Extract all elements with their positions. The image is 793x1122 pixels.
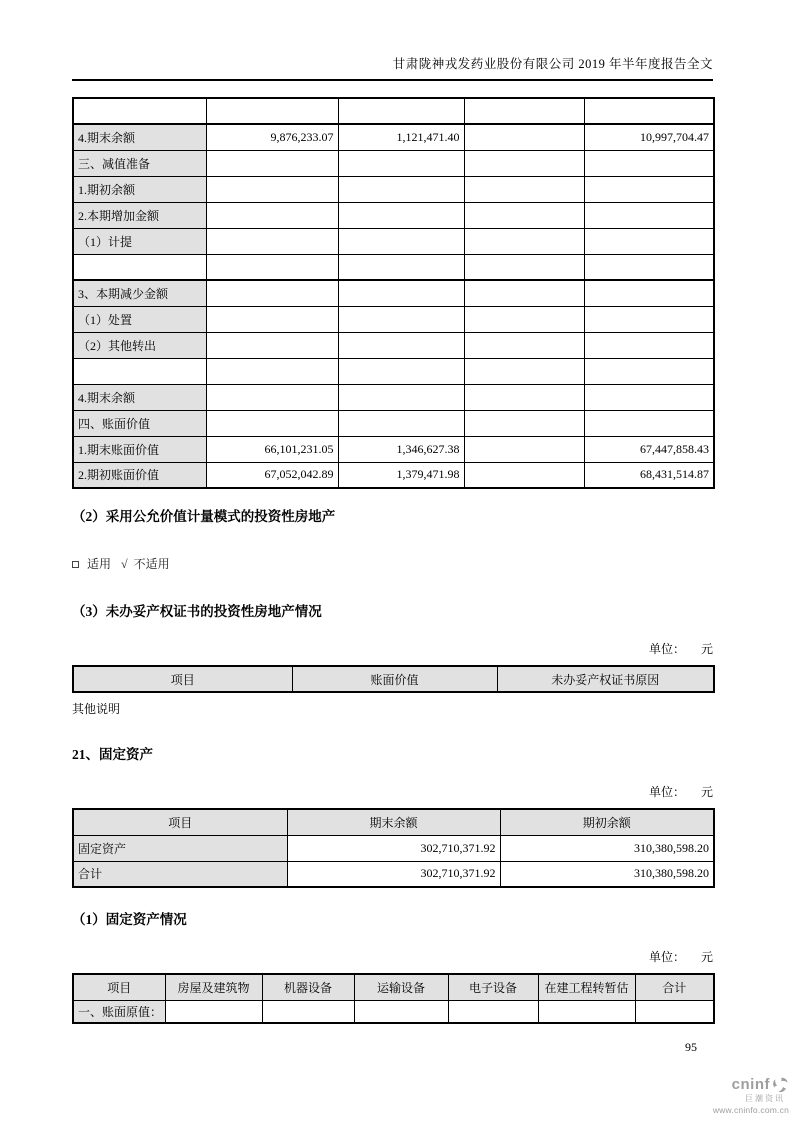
cell-value <box>338 254 464 280</box>
column-header: 电子设备 <box>448 974 538 1000</box>
investment-property-detail-table <box>72 97 715 489</box>
table-row <box>73 462 714 488</box>
cell-value <box>338 384 464 410</box>
section-heading-fixed-assets: 21、固定资产 <box>72 747 153 762</box>
column-header: 运输设备 <box>354 974 448 1000</box>
cell-value <box>584 410 714 436</box>
cell-value <box>206 306 338 332</box>
cell-value <box>464 332 584 358</box>
cell-value <box>464 176 584 202</box>
cell-value: 310,380,598.20 <box>500 835 714 861</box>
cell-value <box>584 202 714 228</box>
section-heading-fair-value-model: （2）采用公允价值计量模式的投资性房地产 <box>72 509 336 524</box>
row-label: 1.期初余额 <box>73 176 206 202</box>
cell-value <box>206 176 338 202</box>
cell-value <box>338 150 464 176</box>
cell-value: 310,380,598.20 <box>500 861 714 887</box>
section-heading-fixed-assets-detail: （1）固定资产情况 <box>72 912 187 927</box>
cell-value <box>338 410 464 436</box>
table-row <box>73 835 714 861</box>
table-row <box>73 358 714 384</box>
row-label: 合计 <box>73 861 287 887</box>
row-label: 2.期初账面价值 <box>73 462 206 488</box>
cell-value <box>464 150 584 176</box>
cell-value: 1,121,471.40 <box>338 124 464 150</box>
header-row <box>73 974 714 1000</box>
row-label <box>73 98 206 124</box>
logo-url: www.cninfo.com.cn <box>712 1105 789 1115</box>
pinwheel-swoosh-icon <box>772 1076 789 1093</box>
cell-value <box>262 1000 354 1023</box>
cell-value <box>206 280 338 306</box>
table-row <box>73 306 714 332</box>
cell-value: 9,876,233.07 <box>206 124 338 150</box>
cell-value <box>635 1000 714 1023</box>
cell-value <box>464 98 584 124</box>
checkbox-unchecked-icon <box>72 561 79 568</box>
column-header: 期末余额 <box>287 809 500 835</box>
header-row <box>73 809 714 835</box>
cell-value <box>206 150 338 176</box>
check-mark: √ <box>121 557 128 571</box>
applicable-label: 适用 <box>87 557 112 571</box>
column-header: 期初余额 <box>500 809 714 835</box>
row-label: 3、本期减少金额 <box>73 280 206 306</box>
table-row <box>73 254 714 280</box>
column-header: 项目 <box>73 974 165 1000</box>
cell-value <box>338 176 464 202</box>
table-row <box>73 280 714 306</box>
fixed-assets-summary-table <box>72 808 715 888</box>
column-header: 项目 <box>73 666 292 692</box>
cell-value <box>206 410 338 436</box>
table-row <box>73 202 714 228</box>
column-header: 未办妥产权证书原因 <box>497 666 714 692</box>
row-label: 一、账面原值： <box>73 1000 165 1023</box>
cell-value <box>538 1000 635 1023</box>
not-applicable-label: 不适用 <box>133 557 170 571</box>
other-note: 其他说明 <box>72 702 121 716</box>
column-header: 机器设备 <box>262 974 354 1000</box>
cell-value: 1,346,627.38 <box>338 436 464 462</box>
table-row <box>73 332 714 358</box>
fixed-assets-detail-table <box>72 973 715 1024</box>
column-header: 项目 <box>73 809 287 835</box>
cell-value <box>338 306 464 332</box>
cell-value <box>584 358 714 384</box>
report-title: 甘肃陇神戎发药业股份有限公司 2019 年半年度报告全文 <box>392 57 713 71</box>
row-label: （1）处置 <box>73 306 206 332</box>
row-label: 固定资产 <box>73 835 287 861</box>
cell-value <box>584 150 714 176</box>
cell-value <box>584 306 714 332</box>
cell-value <box>206 98 338 124</box>
cell-value <box>584 98 714 124</box>
cell-value: 68,431,514.87 <box>584 462 714 488</box>
column-header: 房屋及建筑物 <box>165 974 262 1000</box>
cell-value <box>206 358 338 384</box>
row-label: 1.期末账面价值 <box>73 436 206 462</box>
cninfo-logo <box>705 1076 789 1115</box>
page-header <box>72 0 713 81</box>
cell-value <box>464 410 584 436</box>
column-header: 在建工程转暂估 <box>538 974 635 1000</box>
unit-line-2 <box>72 783 713 800</box>
cell-value: 1,379,471.98 <box>338 462 464 488</box>
cell-value <box>338 228 464 254</box>
row-label: 4.期末余额 <box>73 124 206 150</box>
cell-value <box>464 358 584 384</box>
cell-value <box>354 1000 448 1023</box>
row-label: （2）其他转出 <box>73 332 206 358</box>
cell-value <box>464 280 584 306</box>
unit-label: 单位： <box>648 785 685 799</box>
row-label: 2.本期增加金额 <box>73 202 206 228</box>
logo-brand-text: cninf <box>731 1076 770 1093</box>
cell-value: 67,447,858.43 <box>584 436 714 462</box>
table-row <box>73 98 714 124</box>
unit-label: 单位： <box>648 642 685 656</box>
applicability-line <box>72 555 713 572</box>
row-label <box>73 358 206 384</box>
cell-value <box>464 462 584 488</box>
cell-value <box>584 176 714 202</box>
column-header: 合计 <box>635 974 714 1000</box>
header-row <box>73 666 714 692</box>
cell-value <box>464 384 584 410</box>
cell-value: 66,101,231.05 <box>206 436 338 462</box>
cell-value <box>338 358 464 384</box>
table-row <box>73 384 714 410</box>
cell-value <box>338 332 464 358</box>
row-label <box>73 254 206 280</box>
unit-line-1 <box>72 640 713 657</box>
table-row <box>73 124 714 150</box>
cell-value: 10,997,704.47 <box>584 124 714 150</box>
cell-value <box>206 332 338 358</box>
cell-value <box>464 202 584 228</box>
cell-value <box>464 254 584 280</box>
section-heading-no-certificate: （3）未办妥产权证书的投资性房地产情况 <box>72 604 322 619</box>
table-row <box>73 150 714 176</box>
no-certificate-table <box>72 665 715 693</box>
cell-value <box>165 1000 262 1023</box>
row-label: 4.期末余额 <box>73 384 206 410</box>
table-row <box>73 176 714 202</box>
cell-value <box>464 124 584 150</box>
logo-subtitle: 巨潮资讯 <box>745 1094 785 1103</box>
cell-value <box>464 306 584 332</box>
cell-value <box>584 280 714 306</box>
row-label: （1）计提 <box>73 228 206 254</box>
unit-currency: 元 <box>700 785 713 799</box>
cell-value <box>448 1000 538 1023</box>
cell-value: 67,052,042.89 <box>206 462 338 488</box>
cell-value <box>206 202 338 228</box>
cell-value <box>584 254 714 280</box>
unit-label: 单位： <box>648 950 685 964</box>
cell-value <box>338 202 464 228</box>
cell-value <box>206 228 338 254</box>
cell-value <box>584 332 714 358</box>
table-row <box>73 861 714 887</box>
cell-value <box>338 280 464 306</box>
row-label: 四、账面价值 <box>73 410 206 436</box>
table-row <box>73 228 714 254</box>
cell-value <box>464 436 584 462</box>
cell-value <box>464 228 584 254</box>
cell-value <box>338 98 464 124</box>
cell-value: 302,710,371.92 <box>287 861 500 887</box>
cell-value <box>584 228 714 254</box>
unit-currency: 元 <box>700 950 713 964</box>
cell-value <box>206 384 338 410</box>
table-row <box>73 1000 714 1023</box>
cell-value: 302,710,371.92 <box>287 835 500 861</box>
table-row <box>73 410 714 436</box>
column-header: 账面价值 <box>292 666 497 692</box>
row-label: 三、减值准备 <box>73 150 206 176</box>
table-row <box>73 436 714 462</box>
page-number: 95 <box>685 1040 697 1054</box>
unit-line-3 <box>72 948 713 965</box>
cell-value <box>584 384 714 410</box>
unit-currency: 元 <box>700 642 713 656</box>
cell-value <box>206 254 338 280</box>
